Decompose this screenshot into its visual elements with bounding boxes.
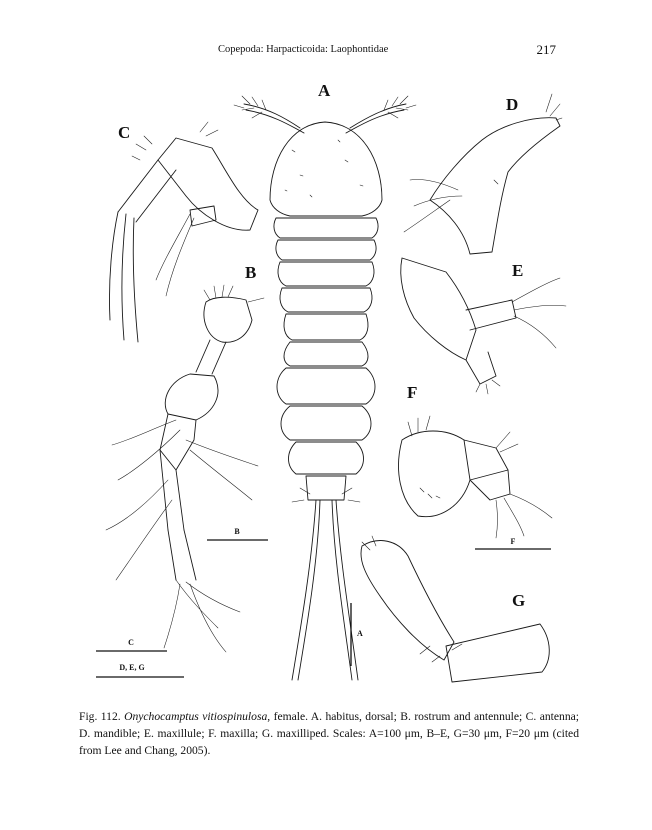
panel-label-a: A <box>318 81 331 100</box>
mandible-drawing <box>404 94 562 254</box>
scale-label-b: B <box>234 527 240 536</box>
page-number: 217 <box>536 42 556 57</box>
scale-label-c: C <box>128 638 134 647</box>
maxilla-drawing <box>399 416 552 538</box>
panel-label-g: G <box>512 591 526 610</box>
running-title: Copepoda: Harpacticoida: Laophontidae <box>218 44 389 55</box>
panel-label-e: E <box>512 261 524 280</box>
maxillule-drawing <box>401 258 566 394</box>
panel-label-b: B <box>245 263 257 282</box>
panel-label-c: C <box>118 123 131 142</box>
antenna-drawing <box>109 122 258 342</box>
rostrum-antennule-drawing <box>106 285 264 652</box>
caption-fig-number: Fig. 112. <box>79 710 121 723</box>
scale-label-f: F <box>510 537 516 546</box>
caption-text: , female. A. habitus, dorsal; B. rostrum and antennule; C. antenna; D. mandible; E. maxillule; F. maxilla; G. maxilliped. Scales: A=100 μm, B–E, G=30 μm, F=20 μm (cited from Lee and Chang, 2005). <box>79 710 580 757</box>
scale-label-deg: D, E, G <box>119 663 145 672</box>
panel-label-f: F <box>407 383 418 402</box>
scale-label-a: A <box>357 629 363 638</box>
figure-caption <box>79 708 579 759</box>
caption-species: Onychocamptus vitiospinulosa <box>124 710 268 723</box>
panel-label-d: D <box>506 95 519 114</box>
habitus-drawing <box>234 96 416 680</box>
